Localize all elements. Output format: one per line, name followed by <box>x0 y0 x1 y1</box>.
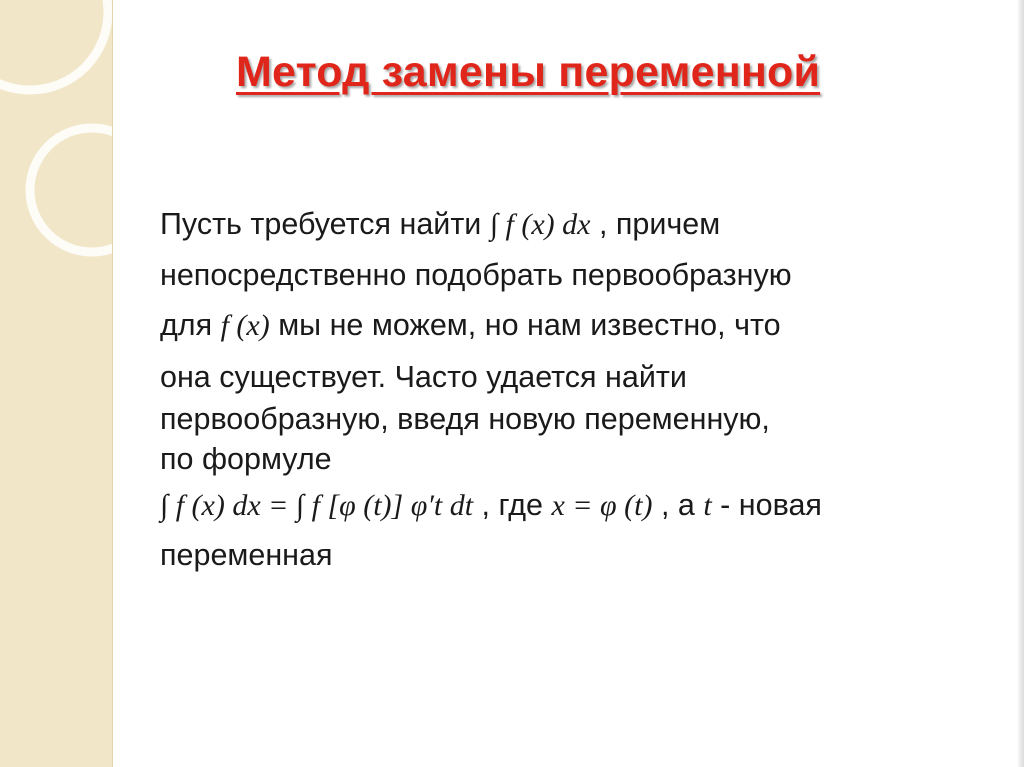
math-x-equals-phi-t: x = φ (t) <box>551 489 653 522</box>
text-line-2: непосредственно подобрать первообразную <box>160 258 792 292</box>
text-line-1: Пусть требуется найти ∫ f (x) dx , причем <box>160 207 721 241</box>
text-line-3: для f (x) мы не можем, но нам известно, что <box>160 308 781 342</box>
math-integral-f-x-dx: ∫ f (x) dx <box>489 208 591 241</box>
slide-edge-shadow <box>1018 0 1024 767</box>
decorative-side-band <box>0 0 113 767</box>
text-line-4: она существует. Часто удается найти <box>160 360 687 394</box>
math-substitution-formula: ∫ f (x) dx = ∫ f [φ (t)] φ′t dt <box>160 489 474 522</box>
text-line-7: ∫ f (x) dx = ∫ f [φ (t)] φ′t dt , где x = φ (t) , а t - новая <box>160 488 822 522</box>
text-line-5: первообразную, введя новую переменную, <box>160 402 770 436</box>
math-f-x: f (x) <box>220 309 270 342</box>
slide-title: Метод замены переменной <box>236 48 821 96</box>
text-line-6: по формуле <box>160 442 332 476</box>
text-line-8: переменная <box>160 538 333 572</box>
decorative-circles-icon <box>0 0 112 767</box>
math-t: t <box>703 489 712 522</box>
